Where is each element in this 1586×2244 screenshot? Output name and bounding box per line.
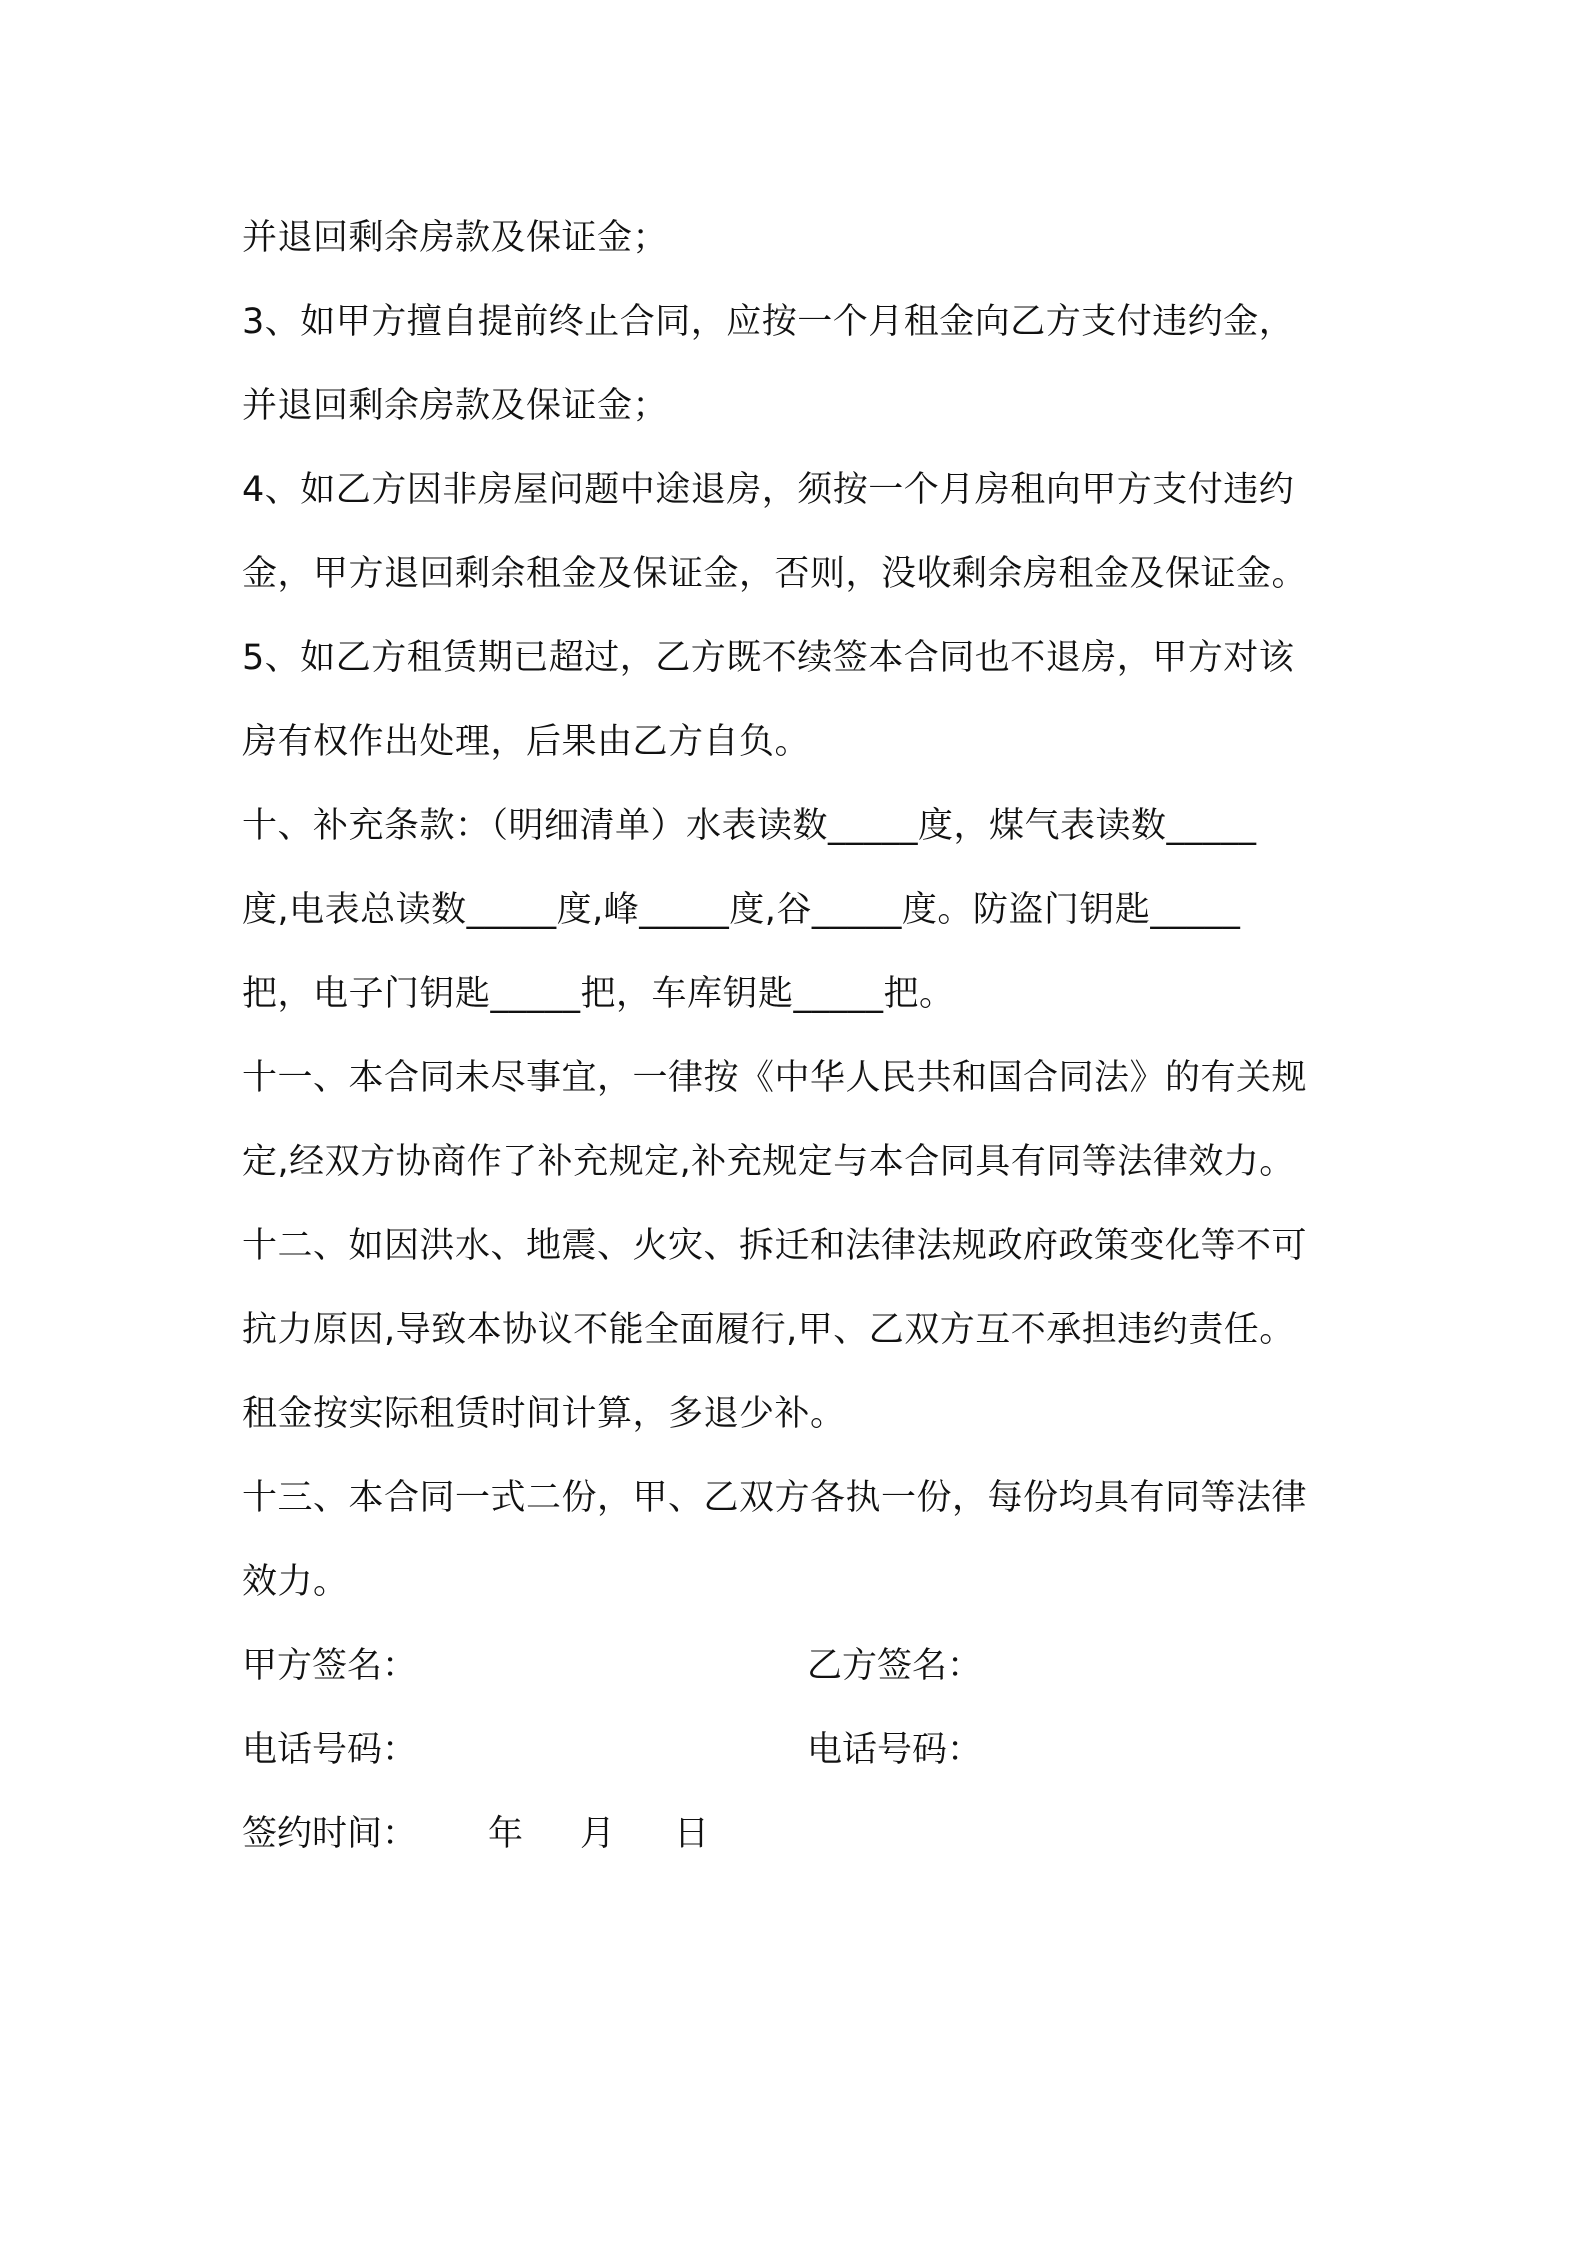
text-line: 3、如甲方擅自提前终止合同，应按一个月租金向乙方支付违约金，: [242, 302, 1295, 342]
text-line: 十三、本合同一式二份，甲、乙双方各执一份，每份均具有同等法律: [242, 1478, 1308, 1518]
text-line: 十二、如因洪水、地震、火灾、拆迁和法律法规政府政策变化等不可: [242, 1226, 1308, 1266]
day-label: 日: [674, 1814, 710, 1854]
party-b-signature-label: 乙方签名：: [807, 1646, 983, 1686]
text-line: 度,电表总读数_____度,峰_____度,谷_____度。防盗门钥匙_____: [242, 890, 1241, 930]
text-line: 抗力原因,导致本协议不能全面履行,甲、乙双方互不承担违约责任。: [242, 1310, 1295, 1350]
sign-date-row: [242, 1792, 1362, 1876]
text-line: 十一、本合同未尽事宜，一律按《中华人民共和国合同法》的有关规: [242, 1058, 1308, 1098]
year-label: 年: [488, 1814, 524, 1854]
text-line: 租金按实际租赁时间计算，多退少补。: [242, 1394, 846, 1434]
sign-time-label: 签约时间：: [242, 1814, 418, 1854]
month-label: 月: [580, 1814, 616, 1854]
party-b-phone-label: 电话号码：: [807, 1730, 983, 1770]
phone-row: [242, 1708, 1362, 1792]
text-line: 十、补充条款：（明细清单）水表读数_____度，煤气表读数_____: [242, 806, 1257, 846]
text-line: 定,经双方协商作了补充规定,补充规定与本合同具有同等法律效力。: [242, 1142, 1295, 1182]
text-line: 并退回剩余房款及保证金；: [242, 386, 669, 426]
text-line: 把，电子门钥匙_____把，车库钥匙_____把。: [242, 974, 955, 1014]
text-line: 效力。: [242, 1562, 349, 1602]
party-a-phone-label: 电话号码：: [242, 1730, 418, 1770]
signature-row: [242, 1624, 1362, 1708]
party-a-signature-label: 甲方签名：: [242, 1646, 418, 1686]
text-line: 金，甲方退回剩余租金及保证金，否则，没收剩余房租金及保证金。: [242, 554, 1308, 594]
text-line: 房有权作出处理，后果由乙方自负。: [242, 722, 811, 762]
document-body: [242, 196, 1362, 1876]
text-line: 并退回剩余房款及保证金；: [242, 218, 669, 258]
text-line: 4、如乙方因非房屋问题中途退房，须按一个月房租向甲方支付违约: [242, 470, 1295, 510]
text-line: 5、如乙方租赁期已超过，乙方既不续签本合同也不退房，甲方对该: [242, 638, 1295, 678]
